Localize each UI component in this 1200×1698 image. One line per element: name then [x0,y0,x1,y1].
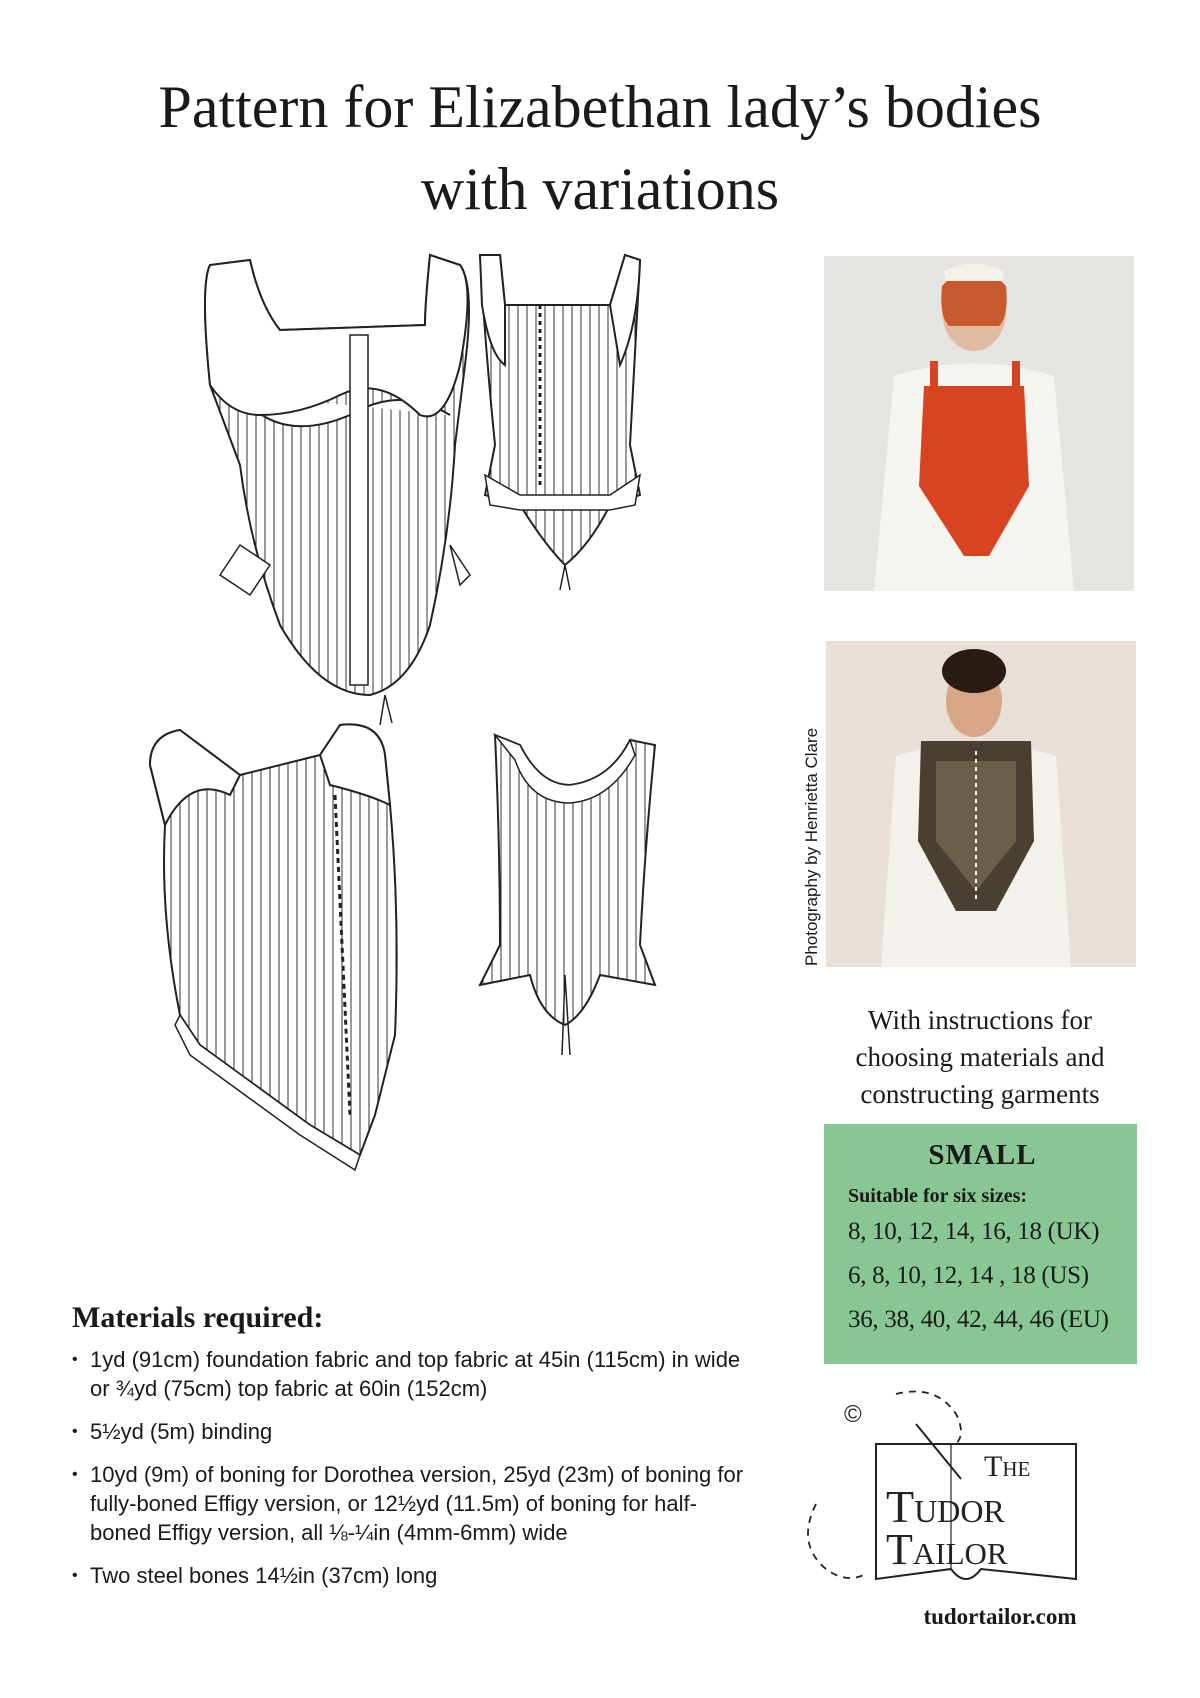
materials-section [72,1301,752,1604]
instructions-line-3: constructing garments [860,1079,1100,1109]
page-title [0,66,1200,230]
size-us: 6, 8, 10, 12, 14 , 18 (US) [848,1262,1089,1289]
size-name: SMALL [928,1139,1037,1171]
copyright-symbol: © [844,1401,862,1428]
instructions-note [820,1002,1140,1113]
logo-word-the: The [984,1450,1031,1483]
photo-red-bodies [824,256,1134,591]
size-box [824,1124,1137,1364]
list-item: • 5½yd (5m) binding [72,1417,752,1446]
list-item: • Two steel bones 14½in (37cm) long [72,1561,752,1590]
size-uk: 8, 10, 12, 14, 16, 18 (UK) [848,1218,1100,1245]
illustration-back-laced [460,245,660,605]
materials-list [72,1345,752,1590]
tudor-tailor-logo [806,1384,1096,1599]
instructions-line-1: With instructions for [868,1005,1092,1035]
size-eu: 36, 38, 40, 42, 44, 46 (EU) [848,1306,1109,1333]
instructions-line-2: choosing materials and [855,1042,1105,1072]
title-line-2: with variations [420,156,780,222]
photo-credit: Photography by Henrietta Clare [802,727,821,966]
illustration-back-tabbed [470,725,670,1085]
logo-word-tailor: Tailor [886,1525,1008,1574]
title-line-1: Pattern for Elizabethan lady’s bodies [158,74,1042,140]
photo-brocade-bodies [826,641,1136,967]
illustration-front-laced [140,715,440,1185]
website-url: tudortailor.com [923,1604,1077,1629]
list-item: • 1yd (91cm) foundation fabric and top fabric at 45in (115cm) in wide or ¾yd (75cm) top fabric at 60in (152cm) [72,1345,752,1403]
logo-word-tudor: Tudor [886,1481,1005,1532]
size-subtitle: Suitable for six sizes: [848,1185,1028,1207]
list-item: • 10yd (9m) of boning for Dorothea version, 25yd (23m) of boning for fully-boned Effigy version, or 12½yd (11.5m) of boning for half-boned Effigy version, all ⅛-¼in (4mm-6mm) wide [72,1460,752,1547]
materials-heading: Materials required: [72,1301,324,1334]
bodies-illustrations [140,245,700,1285]
